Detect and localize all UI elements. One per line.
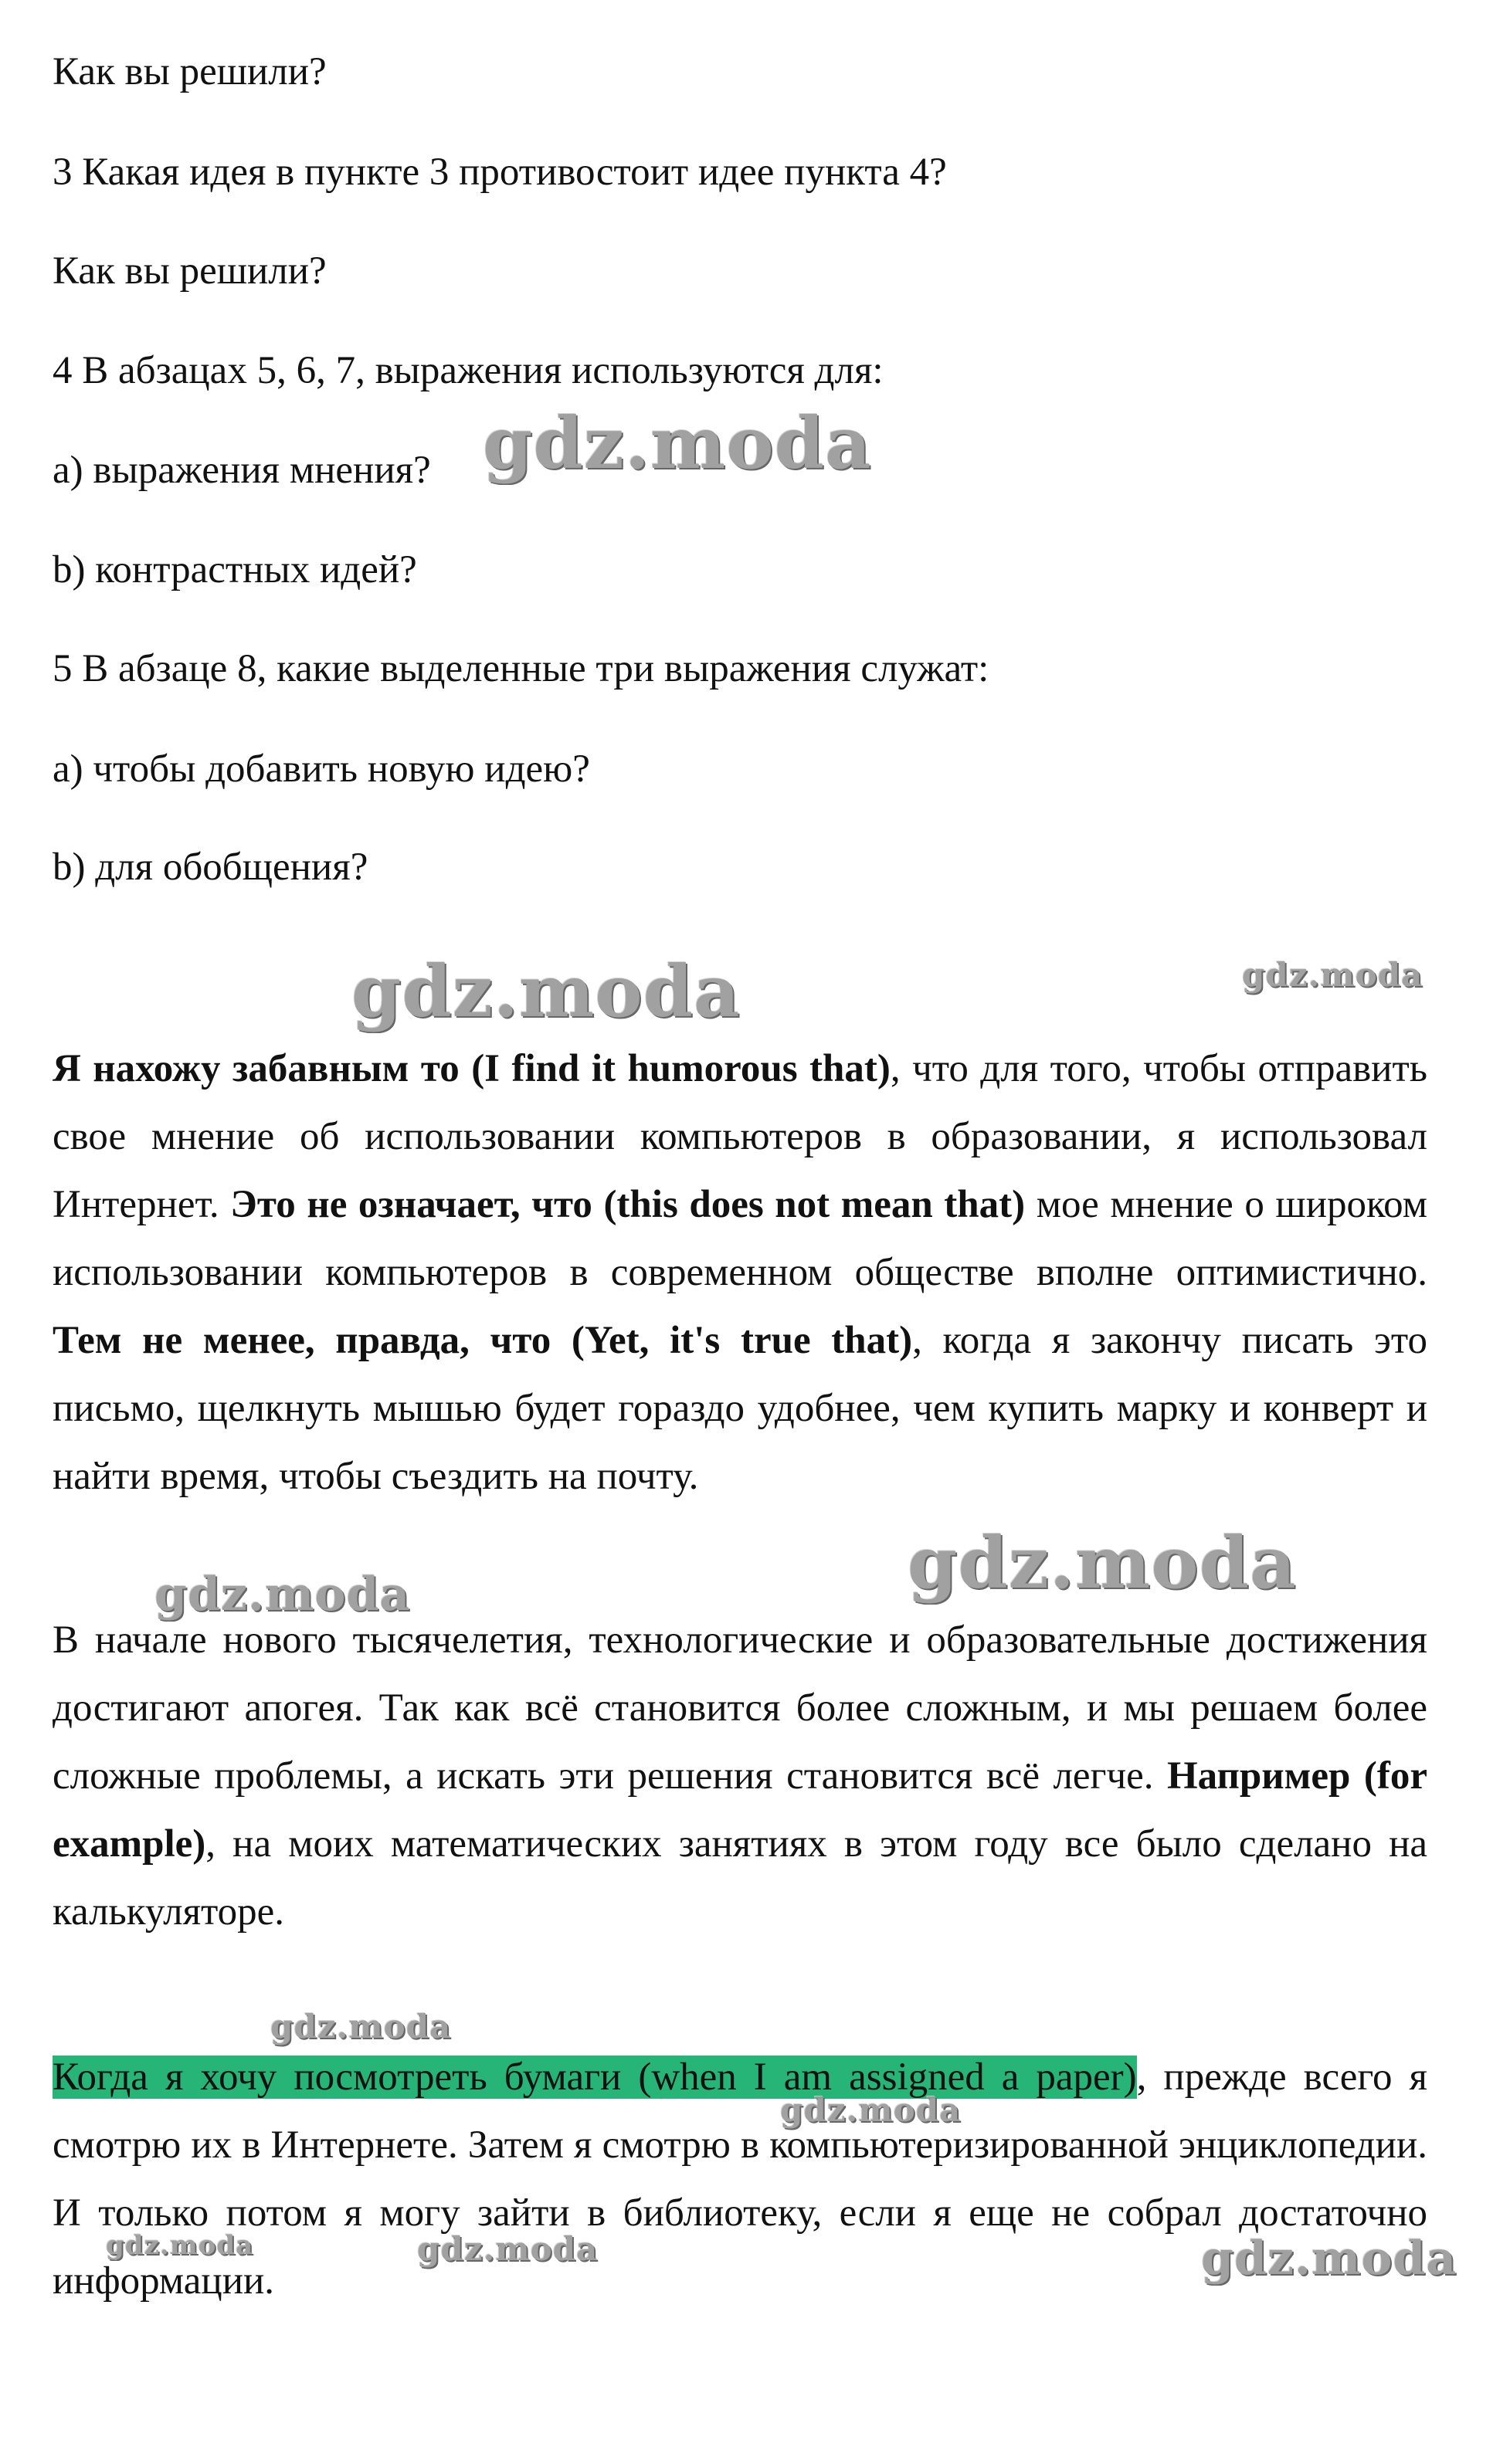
question-line: Как вы решили?	[53, 50, 327, 93]
question-line: 3 Какая идея в пункте 3 противостоит идее пункта 4?	[53, 151, 947, 194]
watermark-logo: gdz.moda	[780, 2091, 962, 2129]
paragraph-1	[53, 1035, 1427, 1510]
question-line: Как вы решили?	[53, 249, 327, 293]
paragraph-text: , что для того, чтобы отправить свое мнение об использовании компьютеров в образовании, я использовал Интернет.	[53, 1047, 1428, 1226]
watermark-logo: gdz.moda	[106, 2230, 254, 2261]
watermark-logo: gdz.moda	[1242, 956, 1423, 994]
question-line: a) выражения мнения?	[53, 449, 431, 492]
watermark-logo: gdz.moda	[270, 2008, 452, 2045]
paragraph-text: В начале нового тысячелетия, технологические и образовательные достижения достигают апогея. Так как всё становится более сложным, и мы решаем более сложные проблемы, а искать эти решения становится всё легче.	[53, 1618, 1427, 1798]
question-line: 5 В абзаце 8, какие выделенные три выражения служат:	[53, 647, 989, 690]
key-phrase: Например (for example)	[53, 1754, 1427, 1866]
paragraph-text: мое мнение о широком использовании компьютеров в современном обществе вполне оптимистично.	[53, 1183, 1427, 1294]
paragraph-text: , на моих математических занятиях в этом году все было сделано на калькуляторе.	[53, 1822, 1427, 1934]
question-line: a) чтобы добавить новую идею?	[53, 747, 590, 791]
paragraph-2	[53, 1606, 1427, 1946]
question-line: b) контрастных идей?	[53, 548, 417, 591]
key-phrase: Тем не менее, правда, что (Yet, it's true that)	[53, 1319, 913, 1362]
watermark-logo: gdz.moda	[154, 1568, 411, 1622]
watermark-logo: gdz.moda	[417, 2230, 599, 2268]
paragraph-text: , прежде всего я смотрю их в Интернете. Затем я смотрю в компьютеризированной энциклопедии. И только потом я могу зайти в библиотеку, если я еще не собрал достаточно информации.	[53, 2056, 1427, 2303]
watermark-logo: gdz.moda	[1201, 2232, 1457, 2286]
watermark-logo: gdz.moda	[351, 950, 741, 1033]
watermark-logo: gdz.moda	[908, 1521, 1297, 1605]
key-phrase: Я нахожу забавным то (I find it humorous that)	[53, 1047, 891, 1090]
highlighted-phrase: Когда я хочу посмотреть бумаги (when I am assigned a paper)	[53, 2056, 1137, 2099]
paragraph-text: , когда я закончу писать это письмо, щелкнуть мышью будет гораздо удобнее, чем купить марку и конверт и найти время, чтобы съездить на почту.	[53, 1319, 1427, 1498]
question-line: 4 В абзацах 5, 6, 7, выражения используются для:	[53, 349, 884, 392]
key-phrase: Это не означает, что (this does not mean that)	[230, 1183, 1026, 1226]
question-line: b) для обобщения?	[53, 846, 368, 889]
watermark-logo: gdz.moda	[483, 402, 872, 485]
